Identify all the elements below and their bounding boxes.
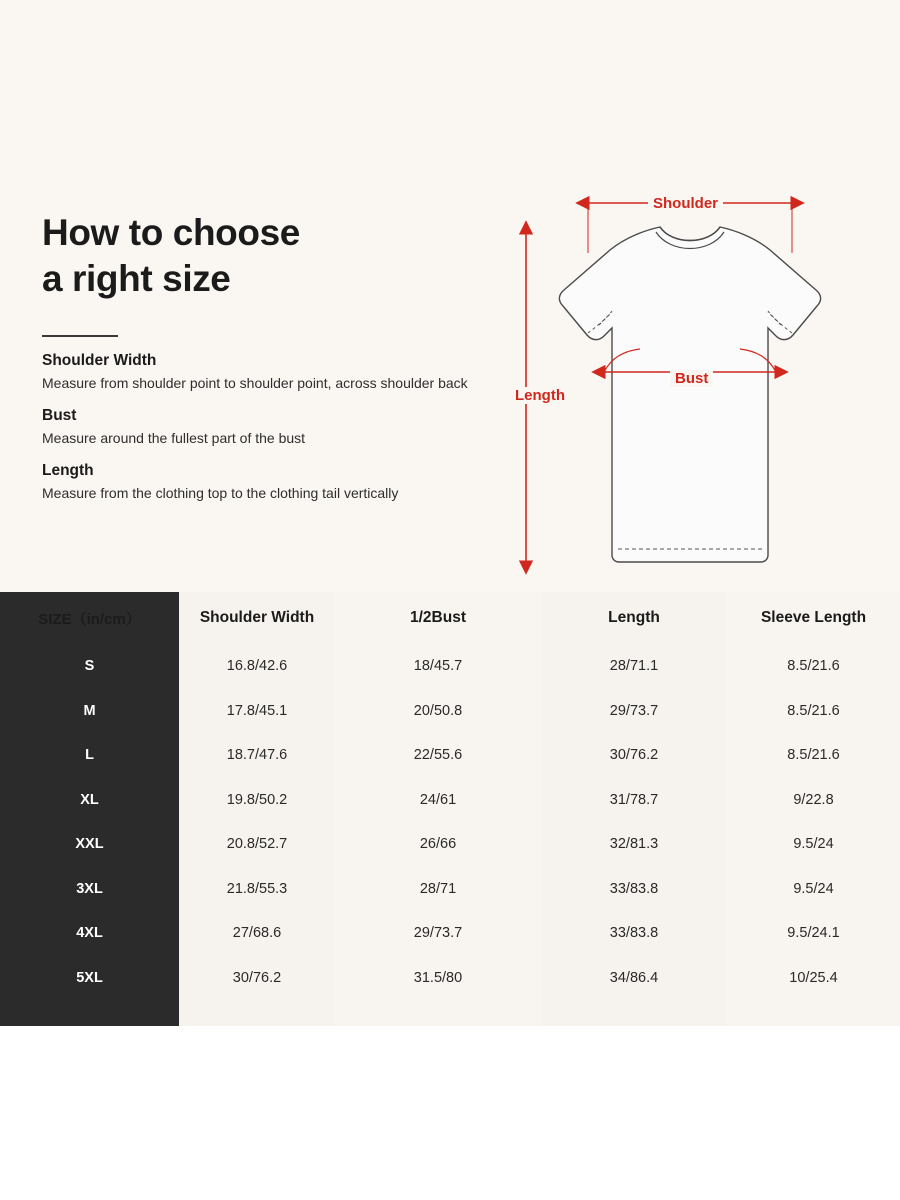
table-cell: 29/73.7	[413, 925, 463, 942]
table-cell: 8.5/21.6	[787, 747, 840, 764]
table-cell: 9.5/24.1	[787, 925, 840, 942]
table-column-size	[0, 592, 179, 1026]
table-cell: 22/55.6	[413, 747, 463, 764]
table-cell: 10/25.4	[789, 969, 838, 986]
table-cell: 27/68.6	[232, 925, 282, 942]
table-row: XXL	[75, 836, 104, 853]
bust-label: Bust	[670, 370, 713, 387]
table-cell: 34/86.4	[609, 969, 659, 986]
column-header-shoulder-width: Shoulder Width	[199, 609, 315, 626]
table-cell: 21.8/55.3	[226, 880, 288, 897]
table-cell: 28/71	[419, 880, 457, 897]
table-cell: 32/81.3	[609, 836, 659, 853]
table-column-filler	[0, 1000, 179, 1026]
table-row: M	[83, 702, 96, 719]
table-row: 3XL	[76, 880, 103, 897]
table-cell: 33/83.8	[609, 925, 659, 942]
table-cell: 8.5/21.6	[787, 658, 840, 675]
page-title-line-1: How to choose	[42, 212, 300, 253]
table-row: XL	[80, 791, 99, 808]
table-cell: 28/71.1	[609, 658, 659, 675]
table-cell: 17.8/45.1	[226, 702, 288, 719]
table-cell: 8.5/21.6	[787, 702, 840, 719]
table-column-filler	[727, 1000, 900, 1026]
table-row: L	[85, 747, 94, 764]
table-column-filler	[541, 1000, 727, 1026]
table-cell: 18.7/47.6	[226, 747, 288, 764]
title-divider	[42, 335, 118, 337]
table-cell: 9.5/24	[793, 880, 834, 897]
shoulder-label: Shoulder	[648, 195, 723, 212]
definition-term-shoulder: Shoulder Width	[42, 352, 157, 369]
column-header-sleeve-length: Sleeve Length	[760, 609, 867, 626]
table-cell: 30/76.2	[232, 969, 282, 986]
table-cell: 29/73.7	[609, 702, 659, 719]
definition-desc-bust: Measure around the fullest part of the bust	[42, 430, 306, 446]
table-row: 4XL	[76, 925, 103, 942]
measurement-definitions	[42, 352, 472, 503]
column-header-length: Length	[608, 609, 660, 626]
definition-desc-length: Measure from the clothing top to the clothing tail vertically	[42, 485, 399, 501]
table-cell: 20/50.8	[413, 702, 463, 719]
page-title	[42, 210, 462, 302]
column-header-size: SIZE（in/cm）	[38, 610, 141, 628]
definition-desc-shoulder: Measure from shoulder point to shoulder point, across shoulder back	[42, 375, 468, 391]
table-column-filler	[335, 1000, 541, 1026]
column-header-half-bust: 1/2Bust	[410, 609, 466, 626]
table-row: 5XL	[76, 969, 103, 986]
table-cell: 9/22.8	[793, 791, 834, 808]
table-cell: 30/76.2	[609, 747, 659, 764]
table-column-sleeve-length	[727, 592, 900, 1026]
table-cell: 31/78.7	[609, 791, 659, 808]
length-label: Length	[510, 387, 570, 404]
table-cell: 26/66	[419, 836, 457, 853]
table-cell: 9.5/24	[793, 836, 834, 853]
table-cell: 16.8/42.6	[226, 658, 288, 675]
table-row: S	[84, 658, 95, 675]
page-title-line-2: a right size	[42, 258, 231, 299]
table-cell: 18/45.7	[413, 658, 463, 675]
tshirt-shape	[559, 227, 820, 562]
table-column-shoulder-width	[179, 592, 335, 1026]
table-cell: 20.8/52.7	[226, 836, 288, 853]
table-cell: 31.5/80	[413, 969, 463, 986]
info-panel	[0, 0, 900, 592]
definition-term-bust: Bust	[42, 407, 77, 424]
tshirt-illustration	[500, 175, 880, 585]
definition-term-length: Length	[42, 462, 94, 479]
table-column-length	[541, 592, 727, 1026]
size-chart-table	[0, 592, 900, 1012]
table-column-filler	[179, 1000, 335, 1026]
table-column-half-bust	[335, 592, 541, 1026]
table-cell: 19.8/50.2	[226, 791, 288, 808]
table-cell: 33/83.8	[609, 880, 659, 897]
table-cell: 24/61	[419, 791, 457, 808]
